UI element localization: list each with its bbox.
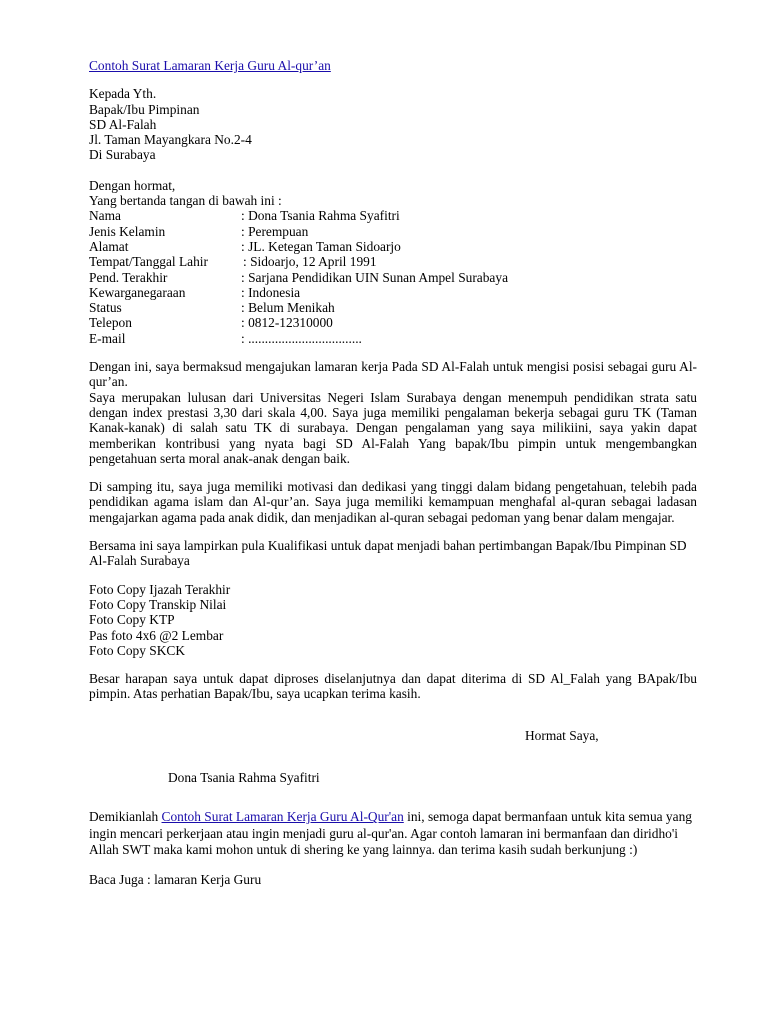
baca-juga-text: Baca Juga : lamaran Kerja Guru bbox=[89, 872, 262, 888]
field-row bbox=[89, 270, 697, 285]
attachment-item: Pas foto 4x6 @2 Lembar bbox=[89, 627, 224, 643]
field-label: E-mail bbox=[89, 330, 126, 346]
attachment-item: Foto Copy KTP bbox=[89, 612, 175, 628]
field-label: Telepon bbox=[89, 315, 132, 331]
footer-text-after: ini, semoga dapat bermanfaan untuk kita semua yang ingin mencari perkerjaan atau ingin menjadi guru al-qur'an. Agar contoh lamaran ini bermanfaan dan diridho'i Allah SWT maka kami mohon untuk di shering ke yang lainnya. dan terima kasih sudah berkunjung :) bbox=[89, 809, 692, 858]
address-line: SD Al-Falah bbox=[89, 116, 157, 132]
closing-salutation: Hormat Saya, bbox=[525, 727, 599, 743]
attachment-item: Foto Copy SKCK bbox=[89, 642, 185, 658]
address-line: Bapak/Ibu Pimpinan bbox=[89, 101, 200, 117]
field-value: : Dona Tsania Rahma Syafitri bbox=[241, 208, 400, 224]
field-label: Tempat/Tanggal Lahir bbox=[89, 254, 208, 270]
field-row bbox=[89, 224, 697, 239]
footer-paragraph bbox=[89, 809, 697, 859]
field-value: : 0812-12310000 bbox=[241, 315, 333, 331]
signature-name: Dona Tsania Rahma Syafitri bbox=[168, 769, 320, 785]
paragraph-application: Dengan ini, saya bermaksud mengajukan lamaran kerja Pada SD Al-Falah untuk mengisi posisi sebagai guru Al-qur’an. bbox=[89, 359, 697, 390]
field-row bbox=[89, 239, 697, 254]
attachment-item: Foto Copy Transkip Nilai bbox=[89, 596, 227, 612]
title-link[interactable]: Contoh Surat Lamaran Kerja Guru Al-qur’an bbox=[89, 58, 331, 73]
address-line: Kepada Yth. bbox=[89, 86, 157, 102]
paragraph-education: Saya merupakan lulusan dari Universitas Negeri Islam Surabaya dengan menempuh pendidikan strata satu dengan index prestasi 3,30 dari skala 4,00. Saya juga memiliki pengalaman bekerja sebagai guru TK (Taman Kanak-kanak) di salah satu TK di surabaya. Dengan pengalaman yang saya milikiini, saya yakin dapat memberikan kontribusi yang nyata bagi SD Al-Falah Yang bapak/Ibu pimpin untuk mengembangkan pengetahuan serta moral anak-anak dengan baik. bbox=[89, 389, 697, 466]
field-value: : .................................. bbox=[241, 330, 362, 346]
attachment-item: Foto Copy Ijazah Terakhir bbox=[89, 581, 231, 597]
greeting: Dengan hormat, bbox=[89, 177, 176, 193]
paragraph-attachments-intro: Bersama ini saya lampirkan pula Kualifikasi untuk dapat menjadi bahan pertimbangan Bapak/Ibu Pimpinan SD Al-Falah Surabaya bbox=[89, 538, 687, 569]
field-row bbox=[89, 331, 697, 346]
field-row bbox=[89, 208, 697, 223]
field-row bbox=[89, 254, 697, 269]
footer-article-link[interactable]: Contoh Surat Lamaran Kerja Guru Al-Qur'an bbox=[161, 809, 404, 825]
recipient-address bbox=[89, 86, 697, 162]
paragraph-hope: Besar harapan saya untuk dapat diproses diselanjutnya dan dapat diterima di SD Al_Falah yang BApak/Ibu pimpin. Atas perhatian Bapak/Ibu, saya ucapkan terima kasih. bbox=[89, 671, 697, 702]
field-value: : Perempuan bbox=[241, 223, 309, 239]
field-label: Pend. Terakhir bbox=[89, 269, 168, 285]
field-value: : Belum Menikah bbox=[241, 300, 335, 316]
personal-data-table bbox=[89, 208, 697, 346]
letter-document bbox=[89, 58, 697, 887]
field-value: : JL. Ketegan Taman Sidoarjo bbox=[241, 238, 401, 254]
field-label: Alamat bbox=[89, 238, 129, 254]
field-row bbox=[89, 300, 697, 315]
paragraph-motivation: Di samping itu, saya juga memiliki motivasi dan dedikasi yang tinggi dalam bidang pengetahuan, telebih pada pendidikan agama islam dan Al-qur’an. Saya juga memiliki kemampuan menghafal al-quran sebagai ladasan mengajarkan agama pada anak didik, dan menjadikan al-quran sebagai pedoman yang benar dalam mengajar. bbox=[89, 479, 697, 525]
address-line: Jl. Taman Mayangkara No.2-4 bbox=[89, 132, 252, 148]
field-label: Jenis Kelamin bbox=[89, 223, 166, 239]
field-row bbox=[89, 315, 697, 330]
address-line: Di Surabaya bbox=[89, 147, 156, 163]
field-label: Nama bbox=[89, 208, 121, 224]
footer-text-before: Demikianlah bbox=[89, 809, 162, 825]
field-value: : Indonesia bbox=[241, 284, 301, 300]
field-label: Kewarganegaraan bbox=[89, 284, 186, 300]
field-label: Status bbox=[89, 300, 122, 316]
attachments-list bbox=[89, 582, 697, 658]
field-row bbox=[89, 285, 697, 300]
field-value: : Sarjana Pendidikan UIN Sunan Ampel Surabaya bbox=[241, 269, 509, 285]
field-value: : Sidoarjo, 12 April 1991 bbox=[243, 254, 377, 270]
intro-text: Yang bertanda tangan di bawah ini : bbox=[89, 193, 282, 209]
